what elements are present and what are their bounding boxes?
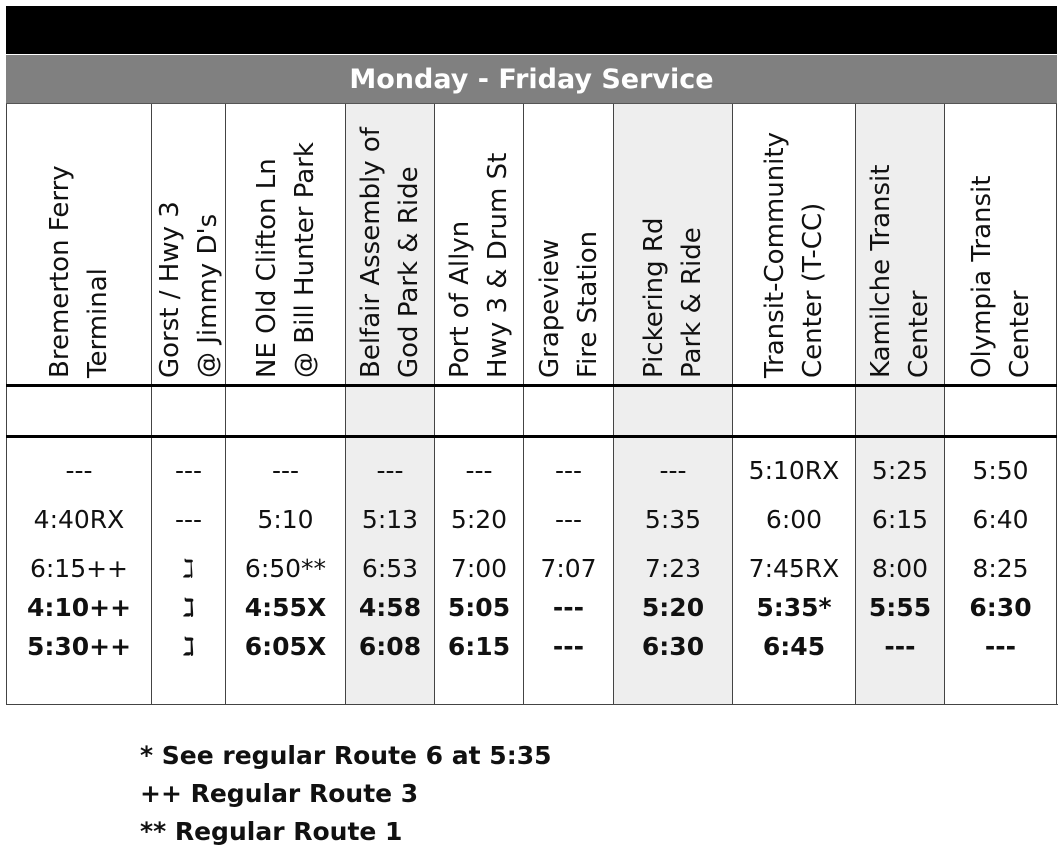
time-cell: 6:53 [361, 553, 419, 583]
column-header [346, 104, 434, 384]
time-cell: --- [174, 455, 203, 485]
time-cell: 5:35 [644, 504, 702, 534]
time-cell: 6:50** [244, 553, 327, 583]
stop-name: Pickering Rd Park & Ride [639, 217, 707, 378]
time-cell: 7:45RX [748, 553, 840, 583]
time-cell: 6:45 [762, 631, 826, 661]
time-cell: 7:00 [450, 553, 508, 583]
column-2 [225, 104, 345, 705]
column-1 [151, 104, 225, 705]
table-bottom-border [6, 704, 1058, 705]
column-header [152, 104, 225, 384]
column-header [7, 104, 151, 384]
time-cell: --- [552, 631, 585, 661]
column-header [524, 104, 613, 384]
column-header [226, 104, 345, 384]
time-cell: 5:25 [871, 455, 929, 485]
time-cell: 7:07 [540, 553, 597, 583]
time-cell: 6:08 [358, 631, 422, 661]
time-cell: --- [659, 455, 687, 485]
time-cell: 5:20 [450, 504, 508, 534]
schedule-table [6, 104, 1057, 705]
time-cell: 5:10 [257, 504, 314, 534]
time-cell: 7:23 [644, 553, 702, 583]
time-cell: 5:20 [641, 592, 705, 622]
stop-name: Kamilche Transit Center [866, 164, 934, 378]
stop-name: Bremerton Ferry Terminal [45, 165, 113, 378]
time-cell: --- [554, 455, 583, 485]
time-cell: 4:40RX [33, 504, 125, 534]
time-cell: 6:30 [641, 631, 705, 661]
stop-name: Gorst / Hwy 3 @ Jimmy D's [154, 201, 223, 378]
column-7 [732, 104, 855, 705]
stop-name: Port of Allyn Hwy 3 & Drum St [445, 152, 513, 378]
service-title: Monday - Friday Service [6, 55, 1057, 104]
time-cell: --- [984, 631, 1017, 661]
time-cell: --- [174, 504, 203, 534]
time-cell: 6:15++ [29, 553, 129, 583]
time-cell: ℷ [182, 553, 195, 583]
time-cell: 4:10++ [26, 592, 132, 622]
footnote: ++ Regular Route 3 [140, 779, 419, 808]
column-header [435, 104, 523, 384]
body-divider [6, 435, 1057, 438]
column-8 [855, 104, 944, 705]
stop-name: Belfair Assembly of God Park & Ride [356, 127, 424, 378]
footnote: ** Regular Route 1 [140, 817, 403, 846]
time-cell: 5:05 [447, 592, 511, 622]
time-cell: --- [552, 592, 585, 622]
column-3 [345, 104, 434, 705]
stop-name: Transit-Community Center (T-CC) [760, 132, 828, 378]
footnote: * See regular Route 6 at 5:35 [140, 741, 552, 770]
column-header [733, 104, 855, 384]
time-cell: --- [65, 455, 93, 485]
time-cell: 5:50 [972, 455, 1029, 485]
stop-name: Olympia Transit Center [966, 175, 1035, 378]
time-cell: 8:00 [871, 553, 929, 583]
header-divider [6, 384, 1057, 387]
time-cell: ℷ [182, 631, 195, 661]
top-black-bar [6, 6, 1057, 54]
column-4 [434, 104, 523, 705]
stop-name: Grapeview Fire Station [534, 230, 603, 378]
time-cell: 5:10RX [748, 455, 840, 485]
stop-name: NE Old Clifton Ln @ Bill Hunter Park [251, 142, 320, 378]
column-5 [523, 104, 613, 705]
time-cell: 6:15 [447, 631, 511, 661]
column-9 [944, 104, 1057, 705]
time-cell: 5:35* [756, 592, 832, 622]
time-cell: --- [465, 455, 493, 485]
column-0 [6, 104, 151, 705]
time-cell: ℷ [182, 592, 195, 622]
footnotes [140, 737, 552, 851]
column-6 [613, 104, 732, 705]
time-cell: --- [271, 455, 300, 485]
time-cell: 5:55 [868, 592, 932, 622]
time-cell: 5:13 [361, 504, 419, 534]
time-cell: --- [884, 631, 916, 661]
time-cell: 6:00 [765, 504, 823, 534]
time-cell: 6:30 [969, 592, 1032, 622]
time-cell: 6:40 [972, 504, 1029, 534]
time-cell: 5:30++ [26, 631, 132, 661]
time-cell: 6:05X [244, 631, 327, 661]
time-cell: --- [554, 504, 583, 534]
column-header [614, 104, 732, 384]
column-header [856, 104, 944, 384]
column-header [945, 104, 1056, 384]
time-cell: --- [376, 455, 404, 485]
time-cell: 4:55X [244, 592, 327, 622]
time-cell: 8:25 [972, 553, 1029, 583]
time-cell: 4:58 [358, 592, 422, 622]
time-cell: 6:15 [871, 504, 929, 534]
